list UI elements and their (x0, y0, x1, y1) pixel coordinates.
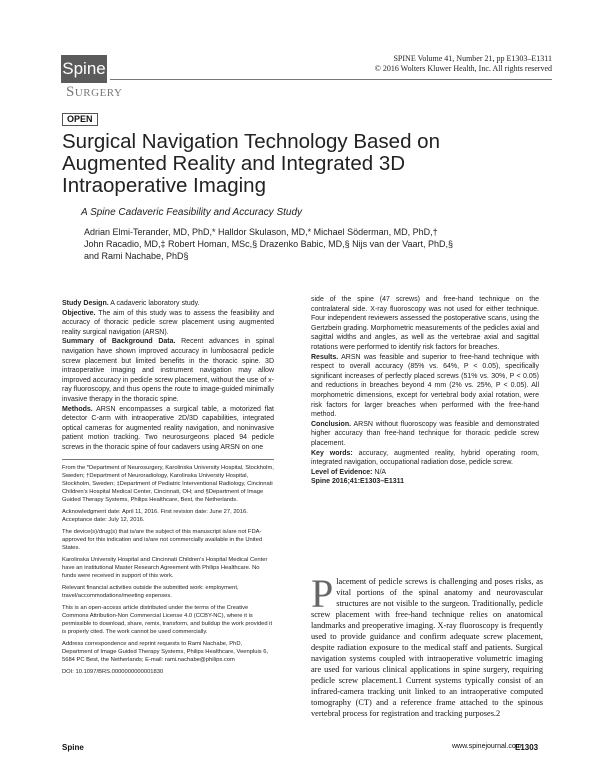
article-subtitle: A Spine Cadaveric Feasibility and Accuracy Study (81, 207, 303, 218)
affiliation-doi: DOI: 10.1097/BRS.0000000000001830 (62, 669, 164, 675)
affiliation-dates: Acknowledgment date: April 11, 2016. First revision date: June 27, 2016. Acceptance date: July 12, 2016. (62, 509, 248, 523)
journal-logo: Spine (61, 55, 107, 83)
abstract-methods: Methods. ARSN encompasses a surgical table, a motorized flat detector C-arm with intraoperative 2D/3D capabilities, integrated optical cameras for augmented reality navigation, and noninvasive patient motion tracking. Two neurosurgeons placed 94 pedicle screws in the thoracic spine of four cadavers using ARSN on one (62, 405, 274, 451)
header-rule (110, 79, 552, 80)
authors-line: John Racadio, MD,‡ Robert Homan, MSc,§ Drazenko Babic, MD,§ Nijs van der Vaart, PhD,§ (84, 239, 453, 249)
footer-url[interactable]: www.spinejournal.com (452, 743, 522, 750)
drop-cap: P (311, 571, 334, 616)
abstract-cite: Spine 2016;41:E1303–E1311 (311, 478, 405, 486)
authors-line: and Rami Nachabe, PhD§ (84, 251, 189, 261)
citation: SPINE Volume 41, Number 21, pp E1303–E1311 (393, 54, 552, 63)
journal-meta (375, 54, 552, 74)
body-introduction (311, 571, 543, 719)
author-list (84, 226, 504, 262)
abstract-right-column (311, 295, 539, 487)
affiliation-financial: Relevant financial activities outside the submitted work: employment, travel/accommodations/meeting expenses. (62, 585, 239, 599)
section-label: Surgery (66, 84, 123, 100)
abstract-design: Study Design. A cadaveric laboratory study. (62, 300, 200, 307)
article-title: Surgical Navigation Technology Based on Augmented Reality and Integrated 3D Intraoperative Imaging (62, 130, 440, 197)
affiliation-address: Address correspondence and reprint requests to Rami Nachabe, PhD, Department of Image Guided Therapy Systems, Philips Healthcare, Veenpluis 6, 5684 PC Best, the Netherlands; E-mail: rami.nachabe@philips.com (62, 641, 269, 663)
abstract-methods-continued: side of the spine (47 screws) and free-hand technique on the contralateral side. X-ray fluoroscopy was not used for either technique. Four independent reviewers assessed the postoperative scans, using the Gertzbein grading. Morphometric measurements of the pedicles axial and sagittal widths and angles, as well as the vertebrae axial and sagittal rotations were performed to identify risk factors for breaches. (311, 296, 539, 351)
abstract-conclusion: Conclusion. ARSN without fluoroscopy was feasible and demonstrated higher accuracy than free-hand technique for thoracic pedicle screw placement. (311, 420, 539, 447)
affiliations (62, 464, 274, 680)
abstract-objective: Objective. The aim of this study was to assess the feasibility and accuracy of thoracic pedicle screw placement using augmented reality surgical navigation (ARSN). (62, 309, 274, 336)
affiliation-from: From the *Department of Neurosurgery, Karolinska University Hospital, Stockholm, Sweden; †Department of Neuroradiology, Karolinska University Hospital, Stockholm, Sweden; ‡Department of Pediatric Interventional Radiology, Cincinnati Children's Hospital Medical Center, Cincinnati, OH; and §Department of Image Guided Therapy Systems, Philips Healthcare, Best, the Netherlands. (62, 465, 274, 503)
page-number: E1303 (515, 743, 539, 752)
abstract-keywords: Key words: accuracy, augmented reality, hybrid operating room, integrated navigation, occupational radiation dose, pedicle screw. (311, 449, 539, 467)
abstract-left-column (62, 299, 274, 453)
abstract-results: Results. ARSN was feasible and superior to free-hand technique with respect to overall accuracy (85% vs. 64%, P < 0.05), specifically significant increases of perfectly placed screws (51% vs. 30%, P < 0.05) and reductions in breaches beyond 4 mm (2% vs. 25%, P < 0.05). All morphometric dimensions, except for vertebral body axial rotation, were risk factors for larger breaches when performed with the free-hand method. (311, 353, 539, 419)
affiliation-device: The device(s)/drug(s) that is/are the subject of this manuscript is/are not FDA-approved for this indication and is/are not commercially available in the United States. (62, 529, 263, 551)
authors-line: Adrian Elmi-Terander, MD, PhD,* Halldor Skulason, MD,* Michael Söderman, MD, PhD,† (84, 227, 438, 237)
body-paragraph: lacement of pedicle screws is challenging and poses risks, as vital portions of the spinal anatomy and neurovascular structures are not visible to the surgeon. Traditionally, pedicle screw placement with free-hand technique relies on anatomical landmarks and preoperative imaging. X-ray fluoroscopy is frequently used to provide guidance and confirm adequate screw placement, despite radiation exposure to the medical staff and patients. Surgical navigation systems coupled with intraoperative volumetric imaging are used for various clinical applications in spine surgery, requiring pedicle screw placement.1 Current systems typically consist of an infrared-camera tracking unit linked to an intraoperative computed tomography (CT) and a reference frame attached to the spinous vertebral process for registration and tracking purposes.2 (311, 577, 543, 718)
affiliation-agreement: Karolinska University Hospital and Cincinnati Children's Hospital Medical Center have an institutional Master Research Agreement with Philips Healthcare. No funds were received in support of this work. (62, 557, 268, 579)
open-access-badge: OPEN (62, 113, 98, 126)
footer-journal: Spine (62, 743, 84, 752)
abstract-evidence: Level of Evidence: N/A (311, 468, 387, 476)
affiliation-license: This is an open-access article distributed under the terms of the Creative Commons Attribution-Non Commercial License 4.0 (CCBY-NC), where it is permissible to download, share, remix, transform, and buildup the work provided it is properly cited. The work cannot be used commercially. (62, 605, 273, 635)
abstract-background: Summary of Background Data. Recent advances in spinal navigation have shown improved accuracy in lumbosacral pedicle screw placement but limited benefits in the thoracic spine. 3D intraoperative imaging and instrument navigation may allow improved accuracy in pedicle screw placement, without the use of x-ray fluoroscopy, and thus opens the route to image-guided minimally invasive therapy in the thoracic spine. (62, 338, 274, 403)
affiliation-rule (62, 459, 274, 460)
copyright: © 2016 Wolters Kluwer Health, Inc. All rights reserved (374, 64, 552, 73)
